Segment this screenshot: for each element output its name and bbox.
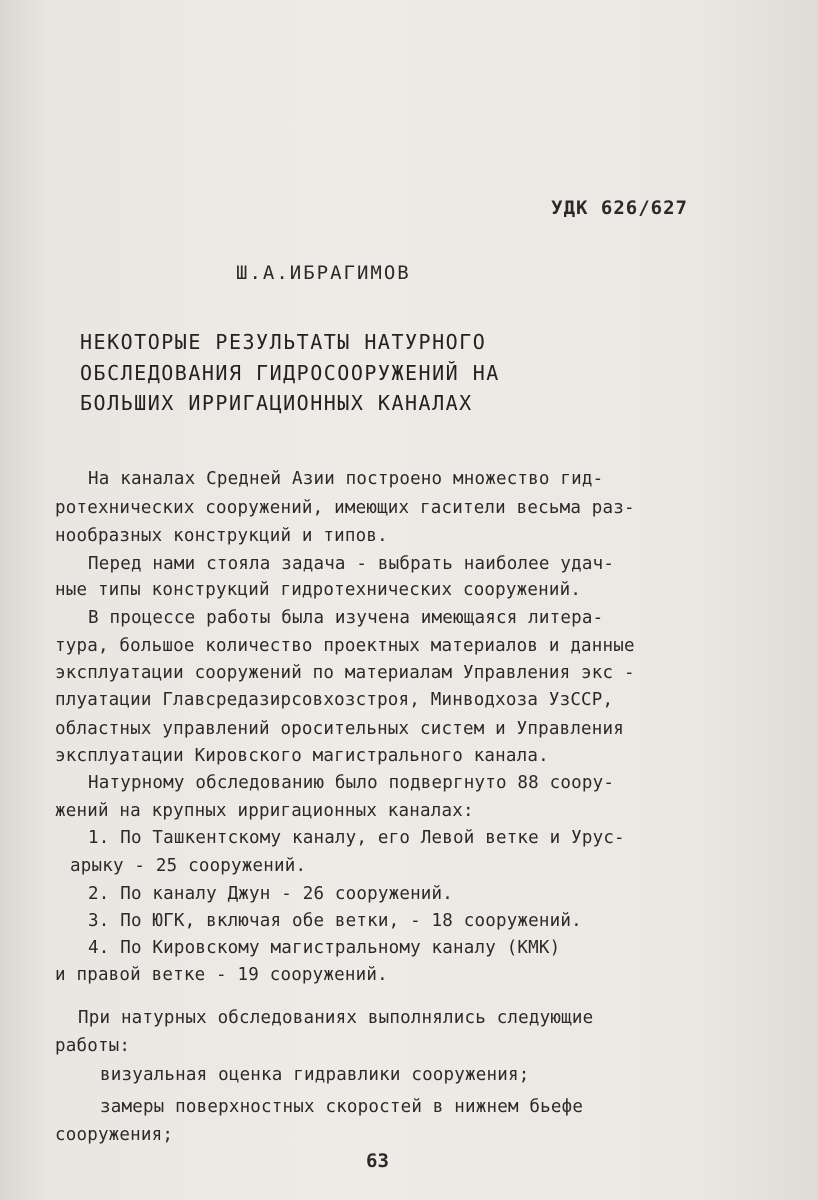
list-item: 1. По Ташкентскому каналу, его Левой ветке и Урус- [88, 828, 625, 848]
body-line: эксплуатации Кировского магистрального канала. [55, 746, 549, 766]
title-line: ОБСЛЕДОВАНИЯ ГИДРОСООРУЖЕНИЙ НА [80, 361, 500, 385]
body-line: В процессе работы была изучена имеющаяся литера- [88, 608, 604, 628]
body-line: Перед нами стояла задача - выбрать наиболее удач- [88, 554, 615, 574]
body-line: замеры поверхностных скоростей в нижнем бьефе [100, 1097, 584, 1117]
body-line: При натурных обследованиях выполнялись следующие [78, 1008, 594, 1028]
body-line: областных управлений оросительных систем и Управления [55, 719, 625, 739]
body-line: визуальная оценка гидравлики сооружения; [100, 1065, 530, 1085]
page-number: 63 [366, 1150, 389, 1172]
title-line: БОЛЬШИХ ИРРИГАЦИОННЫХ КАНАЛАХ [80, 391, 473, 415]
body-line: жений на крупных ирригационных каналах: [55, 801, 474, 821]
list-item: и правой ветке - 19 сооружений. [55, 965, 388, 985]
body-line: ротехнических сооружений, имеющих гасители весьма раз- [55, 498, 635, 518]
body-line: работы: [55, 1036, 131, 1056]
author-name: Ш.А.ИБРАГИМОВ [236, 262, 411, 284]
list-item: 3. По ЮГК, включая обе ветки, - 18 сооружений. [88, 911, 582, 931]
body-line: Натурному обследованию было подвергнуто 88 соору- [88, 773, 615, 793]
body-line: На каналах Средней Азии построено множество гид- [88, 469, 604, 489]
list-item: 2. По каналу Джун - 26 сооружений. [88, 884, 454, 904]
body-line: плуатации Главсредазирсовхозстроя, Минводхоза УзССР, [55, 690, 614, 710]
body-line: нообразных конструкций и типов. [55, 526, 388, 546]
udk-code: УДК 626/627 [551, 197, 688, 219]
body-line: тура, большое количество проектных материалов и данные [55, 636, 635, 656]
body-line: эксплуатации сооружений по материалам Управления экс - [55, 663, 635, 683]
list-item: арыку - 25 сооружений. [70, 856, 307, 876]
list-item: 4. По Кировскому магистральному каналу (КМК) [88, 938, 561, 958]
title-line: НЕКОТОРЫЕ РЕЗУЛЬТАТЫ НАТУРНОГО [80, 330, 487, 354]
body-line: сооружения; [55, 1125, 174, 1145]
body-line: ные типы конструкций гидротехнических сооружений. [55, 580, 582, 600]
